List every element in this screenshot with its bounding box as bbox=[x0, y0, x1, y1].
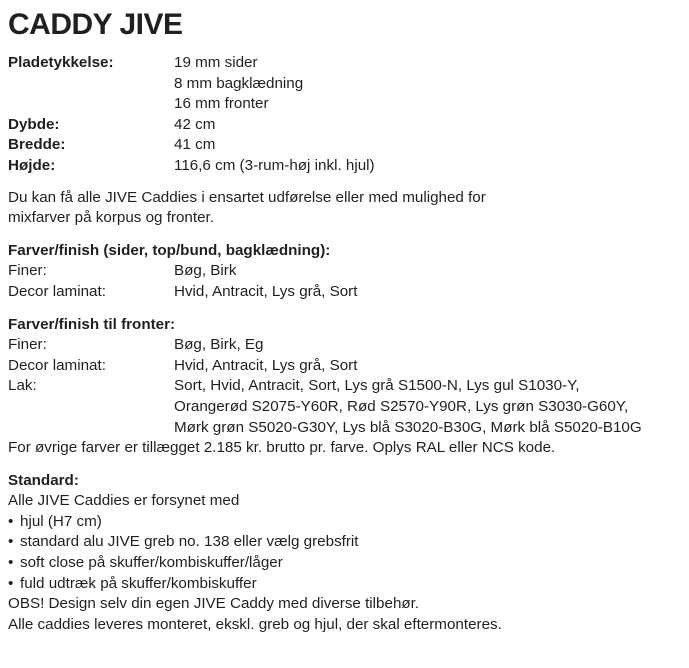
standard-intro: Alle JIVE Caddies er forsynet med bbox=[8, 492, 240, 510]
spec-value: 16 mm fronter bbox=[174, 95, 269, 113]
finish-label: Finer: bbox=[8, 262, 47, 280]
spec-value: 116,6 cm (3-rum-høj inkl. hjul) bbox=[174, 156, 375, 174]
front-label: Lak: bbox=[8, 377, 37, 395]
standard-section bbox=[8, 471, 688, 636]
dimensions-block bbox=[8, 53, 688, 177]
section-heading: Farver/finish (sider, top/bund, bagklædning): bbox=[8, 241, 331, 259]
spec-row-depth bbox=[8, 115, 688, 136]
front-value: Bøg, Birk, Eg bbox=[174, 336, 264, 354]
spec-label: Dybde: bbox=[8, 115, 60, 133]
spec-row-thickness bbox=[8, 53, 688, 115]
spec-label: Højde: bbox=[8, 156, 56, 174]
finish-value: Bøg, Birk bbox=[174, 262, 237, 280]
front-row-veneer bbox=[8, 335, 688, 356]
spec-value: 8 mm bagklædning bbox=[174, 74, 304, 92]
spec-value: 41 cm bbox=[174, 136, 216, 154]
finish-section-fronts bbox=[8, 315, 688, 459]
front-value: Hvid, Antracit, Lys grå, Sort bbox=[174, 356, 358, 374]
spec-value: 19 mm sider bbox=[174, 54, 258, 71]
section-heading: Farver/finish til fronter: bbox=[8, 315, 176, 333]
footer-note: OBS! Design selv din egen JIVE Caddy med diverse tilbehør. bbox=[8, 595, 420, 613]
front-value: Sort, Hvid, Antracit, Sort, Lys grå S1500-N, Lys gul S1030-Y, bbox=[174, 377, 580, 395]
spec-value: 42 cm bbox=[174, 115, 216, 133]
bullet-icon: • bbox=[8, 512, 14, 530]
spec-label: Pladetykkelse: bbox=[8, 54, 114, 71]
front-label: Decor laminat: bbox=[8, 356, 106, 374]
finish-label: Decor laminat: bbox=[8, 282, 106, 300]
finish-value: Hvid, Antracit, Lys grå, Sort bbox=[174, 282, 358, 300]
bullet-item bbox=[8, 512, 688, 533]
front-value: Mørk grøn S5020-G30Y, Lys blå S3020-B30G, Mørk blå S5020-B10G bbox=[174, 418, 642, 436]
intro-paragraph bbox=[8, 188, 688, 229]
bullet-text: soft close på skuffer/kombiskuffer/låger bbox=[20, 554, 283, 572]
page-title: CADDY JIVE bbox=[8, 8, 183, 41]
spec-sheet bbox=[8, 0, 688, 635]
front-row-laminate bbox=[8, 356, 688, 377]
footer-note: Alle caddies leveres monteret, ekskl. greb og hjul, der skal eftermonteres. bbox=[8, 615, 502, 633]
bullet-item bbox=[8, 532, 688, 553]
bullet-item bbox=[8, 553, 688, 574]
spec-row-width bbox=[8, 135, 688, 156]
front-row-lacquer bbox=[8, 376, 688, 438]
finish-section-body bbox=[8, 241, 688, 303]
bullet-icon: • bbox=[8, 574, 14, 592]
intro-line: mixfarver på korpus og fronter. bbox=[8, 209, 214, 227]
finish-row-veneer bbox=[8, 261, 688, 282]
bullet-icon: • bbox=[8, 554, 14, 572]
bullet-item bbox=[8, 574, 688, 595]
finish-row-laminate bbox=[8, 282, 688, 303]
intro-line: Du kan få alle JIVE Caddies i ensartet udførelse eller med mulighed for bbox=[8, 188, 486, 206]
section-heading: Standard: bbox=[8, 471, 79, 489]
spec-label: Bredde: bbox=[8, 136, 66, 154]
front-label: Finer: bbox=[8, 336, 47, 354]
spec-row-height bbox=[8, 156, 688, 177]
front-value: Orangerød S2075-Y60R, Rød S2570-Y90R, Lys grøn S3030-G60Y, bbox=[174, 397, 629, 415]
bullet-text: standard alu JIVE greb no. 138 eller vælg grebsfrit bbox=[20, 533, 359, 551]
bullet-text: hjul (H7 cm) bbox=[20, 512, 102, 530]
bullet-text: fuld udtræk på skuffer/kombiskuffer bbox=[20, 574, 257, 592]
price-note: For øvrige farver er tillægget 2.185 kr. brutto pr. farve. Oplys RAL eller NCS kode. bbox=[8, 439, 556, 457]
bullet-icon: • bbox=[8, 533, 14, 551]
